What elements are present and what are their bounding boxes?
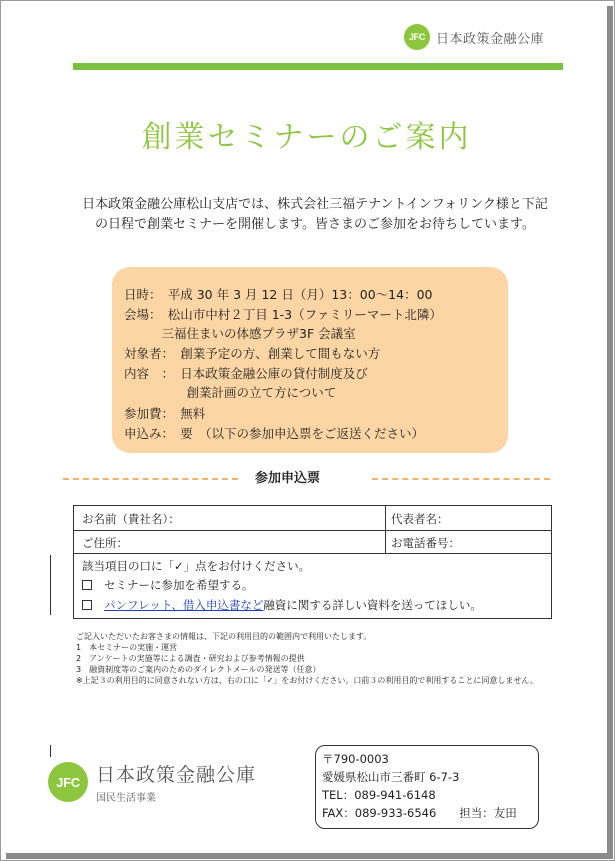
jfc-logo-icon: JFC <box>48 762 88 802</box>
option-attend-label: セミナーに参加を希望する。 <box>104 578 254 592</box>
form-row-divider <box>74 553 551 554</box>
info-fee: 参加費： 無料 <box>124 406 206 421</box>
divider-left <box>63 478 238 480</box>
contact-tel: TEL：089-941-6148 <box>322 788 436 802</box>
margin-mark <box>50 555 51 615</box>
info-datetime: 日時： 平成 30 年 3 月 12 日（月）13：00～14：00 <box>124 287 433 302</box>
note-line: ※上記３の利用目的に同意されない方は、右の口に「✓」をお付けください。口前３の利用目的で利用することに同意しません。 <box>76 676 538 685</box>
page-title: 創業セミナーのご案内 <box>141 120 472 155</box>
materials-checkbox[interactable] <box>82 600 92 610</box>
header-logo <box>404 24 544 50</box>
attend-checkbox[interactable] <box>82 580 92 590</box>
note-line: ご記入いただいたお客さまの情報は、下記の利用目的の範囲内で利用いたします。 <box>76 632 372 641</box>
header-org-name: 日本政策金融公庫 <box>436 31 545 47</box>
info-venue-detail: 三福住まいの体感プラザ3F 会議室 <box>124 326 356 341</box>
note-line: 1 本セミナーの実施・運営 <box>76 643 178 652</box>
phone-field[interactable]: お電話番号： <box>391 536 460 550</box>
option-materials-label: 融資に関する詳しい資料を送ってほしい。 <box>263 598 482 612</box>
form-title: 参加申込票 <box>255 471 321 486</box>
form-row-divider <box>74 530 551 531</box>
info-content: 内容 ： 日本政策金融公庫の貸付制度及び <box>124 366 368 381</box>
note-line: 2 アンケートの実施等による調査・研究および参考情報の提供 <box>76 654 305 663</box>
footer-org-name: 日本政策金融公庫 <box>96 764 257 786</box>
name-field[interactable]: お名前（貴社名）： <box>82 512 180 526</box>
divider-right <box>372 478 550 480</box>
form-instruction: 該当項目の口に「✓」点をお付けください。 <box>82 559 311 573</box>
jfc-logo-icon: JFC <box>404 24 430 50</box>
contact-address: 愛媛県松山市三番町 6-7-3 <box>322 770 460 784</box>
page-shadow-bottom <box>6 853 613 859</box>
info-application: 申込み： 要 （以下の参加申込票をご返送ください） <box>124 426 425 441</box>
contact-fax: FAX：089-933-6546 担当：友田 <box>322 806 517 820</box>
representative-field[interactable]: 代表者名： <box>391 512 449 526</box>
note-line: 3 融資制度等のご案内のためのダイレクトメールの発送等（任意） <box>76 665 321 674</box>
info-venue: 会場： 松山市中村２丁目 1-3（ファミリーマート北隣） <box>124 307 442 322</box>
margin-mark <box>50 745 51 757</box>
contact-postal: 〒790-0003 <box>322 752 389 766</box>
privacy-notes <box>76 631 538 686</box>
footer-org-sub: 国民生活事業 <box>96 793 156 804</box>
info-content-cont: 創業計画の立て方について <box>124 385 337 400</box>
pamphlet-link[interactable]: パンフレット、借入申込書など <box>104 598 264 612</box>
form-col-divider <box>385 506 386 553</box>
footer-logo <box>48 760 256 804</box>
intro-text: 日本政策金融公庫松山支店では、株式会社三福テナントインフォリンク様と下記の日程で創業セミナーを開催します。皆さまのご参加をお待ちしています。 <box>82 197 548 232</box>
option-materials[interactable] <box>82 597 482 613</box>
info-target: 対象者： 創業予定の方、創業して間もない方 <box>124 346 381 361</box>
footer-org <box>96 760 256 804</box>
header-green-bar <box>73 63 563 70</box>
address-field[interactable]: ご住所： <box>82 536 128 550</box>
option-attend[interactable] <box>82 577 254 593</box>
